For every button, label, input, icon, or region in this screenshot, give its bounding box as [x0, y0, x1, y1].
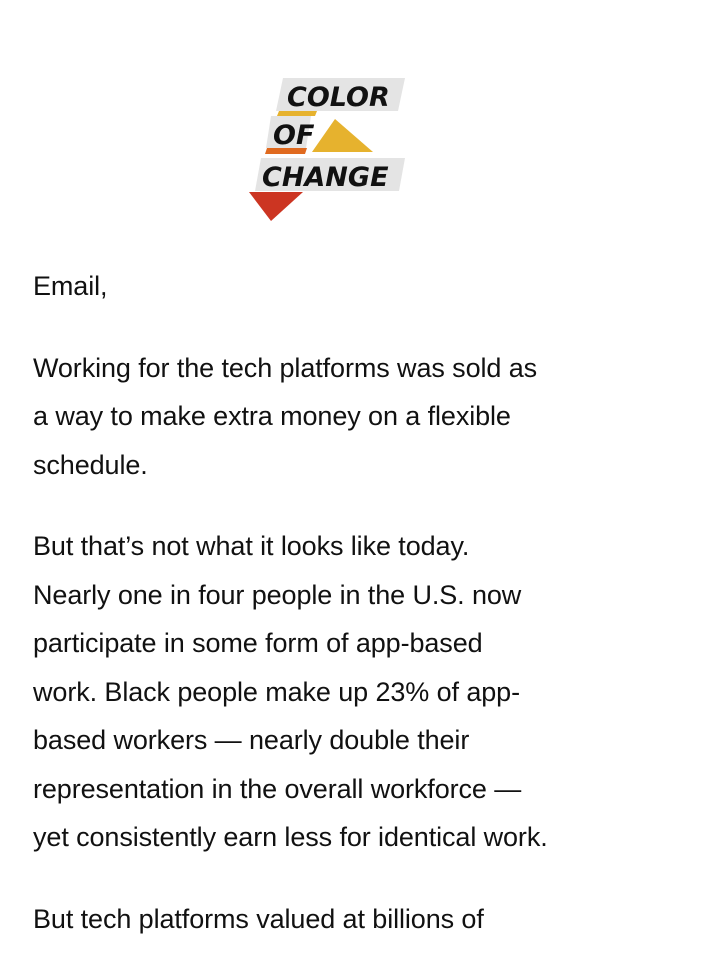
- logo-word-3: CHANGE: [262, 162, 389, 193]
- paragraph-line: But tech platforms valued at billions of: [33, 903, 484, 934]
- email-body: [33, 262, 673, 943]
- paragraph-3: [33, 895, 673, 944]
- paragraph-line: yet consistently earn less for identical work.: [33, 822, 548, 852]
- paragraph-2: [33, 522, 673, 862]
- paragraph-line: But that’s not what it looks like today.: [33, 531, 470, 561]
- logo-word-1: COLOR: [287, 82, 390, 113]
- color-of-change-logo: [249, 78, 405, 224]
- paragraph-line: Nearly one in four people in the U.S. now: [33, 579, 522, 610]
- paragraph-line: based workers — nearly double their: [33, 725, 470, 755]
- paragraph-line: participate in some form of app-based: [33, 628, 483, 658]
- paragraph-line: representation in the overall workforce —: [33, 773, 522, 804]
- paragraph-line: schedule.: [33, 449, 148, 480]
- greeting: Email,: [33, 271, 108, 301]
- paragraph-line: work. Black people make up 23% of app-: [33, 676, 520, 707]
- paragraph-line: Working for the tech platforms was sold as: [33, 352, 538, 383]
- paragraph-line: a way to make extra money on a flexible: [33, 401, 511, 431]
- logo-word-2: OF: [273, 120, 315, 151]
- paragraph-1: [33, 344, 673, 490]
